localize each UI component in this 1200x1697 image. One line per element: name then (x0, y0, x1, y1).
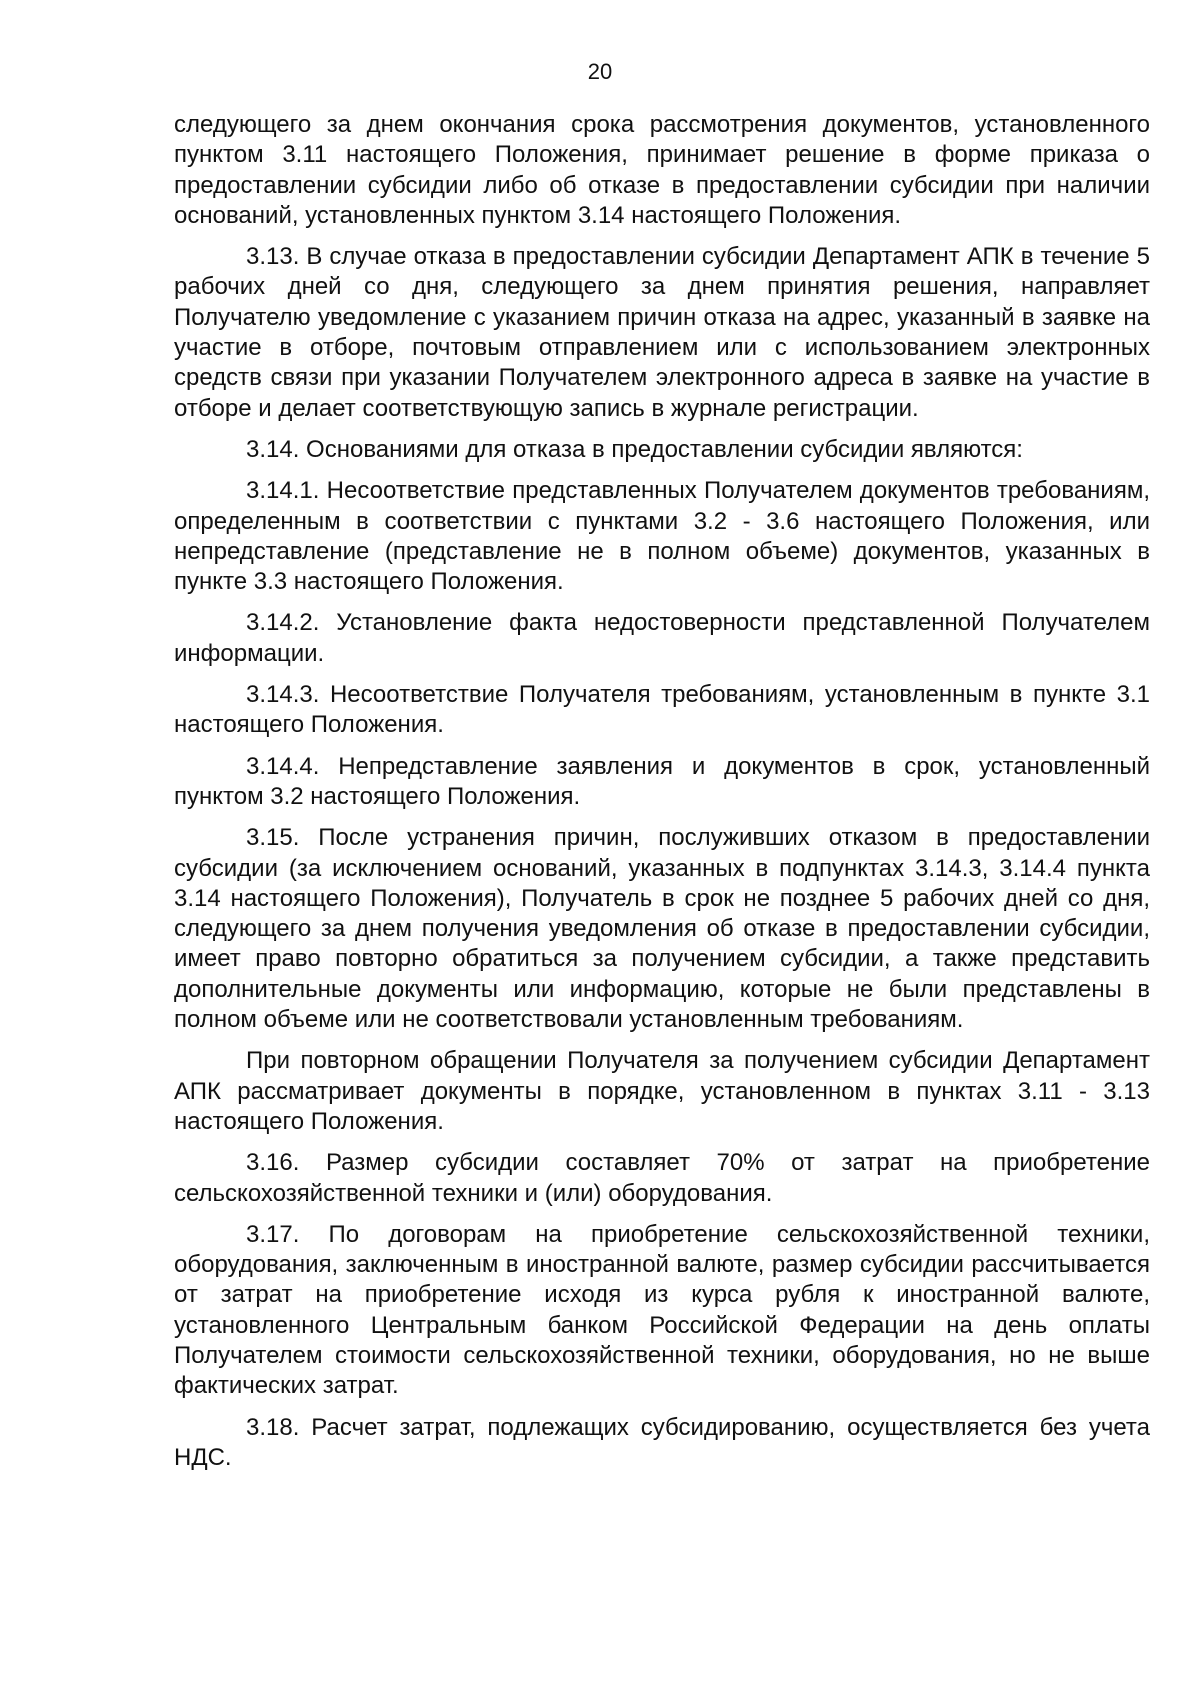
paragraph-3-14-4: 3.14.4. Непредставление заявления и документов в срок, установленный пунктом 3.2 настоящего Положения. (174, 752, 1150, 810)
paragraph-continuation: следующего за днем окончания срока рассмотрения документов, установленного пунктом 3.11 настоящего Положения, принимает решение в форме приказа о предоставлении субсидии либо об отказе в предоставлении субсидии при наличии оснований, установленных пунктом 3.14 настоящего Положения. (174, 111, 1150, 229)
paragraph-3-14-1: 3.14.1. Несоответствие представленных Получателем документов требованиям, определенным в соответствии с пунктами 3.2 - 3.6 настоящего Положения, или непредставление (представление не в полном объеме) документов, указанных в пункте 3.3 настоящего Положения. (174, 477, 1150, 596)
paragraph-3-14-2: 3.14.2. Установление факта недостоверности представленной Получателем информации. (174, 609, 1150, 667)
paragraph-3-13: 3.13. В случае отказа в предоставлении субсидии Департамент АПК в течение 5 рабочих дней со дня, следующего за днем принятия решения, направляет Получателю уведомление с указанием причин отказа на адрес, указанный в заявке на участие в отборе, почтовым отправлением или с использованием электронных средств связи при указании Получателем электронного адреса в заявке на участие в отборе и делает соответствующую запись в журнале регистрации. (174, 243, 1150, 422)
page-number: 20 (587, 59, 613, 84)
paragraph-repeat-request: При повторном обращении Получателя за получением субсидии Департамент АПК рассматривает документы в порядке, установленном в пунктах 3.11 - 3.13 настоящего Положения. (174, 1047, 1150, 1135)
paragraph-3-18: 3.18. Расчет затрат, подлежащих субсидированию, осуществляется без учета НДС. (174, 1413, 1150, 1471)
paragraph-3-15: 3.15. После устранения причин, послуживших отказом в предоставлении субсидии (за исключением оснований, указанных в подпунктах 3.14.3, 3.14.4 пункта 3.14 настоящего Положения), Получатель в срок не позднее 5 рабочих дней со дня, следующего за днем получения уведомления об отказе в предоставлении субсидии, имеет право повторно обратиться за получением субсидии, а также представить дополнительные документы или информацию, которые не были представлены в полном объеме или не соответствовали установленным требованиям. (174, 824, 1150, 1034)
paragraph-3-14: 3.14. Основаниями для отказа в предоставлении субсидии являются: (246, 435, 1023, 463)
paragraph-3-17: 3.17. По договорам на приобретение сельскохозяйственной техники, оборудования, заключенным в иностранной валюте, размер субсидии рассчитывается от затрат на приобретение исходя из курса рубля к иностранной валюте, установленного Центральным банком Российской Федерации на день оплаты Получателем стоимости сельскохозяйственной техники, оборудования, но не выше фактических затрат. (174, 1220, 1150, 1400)
paragraph-3-14-3: 3.14.3. Несоответствие Получателя требованиям, установленным в пункте 3.1 настоящего Положения. (174, 681, 1150, 739)
document-body (174, 110, 1150, 1484)
paragraph-3-16: 3.16. Размер субсидии составляет 70% от затрат на приобретение сельскохозяйственной техники и (или) оборудования. (174, 1149, 1150, 1207)
